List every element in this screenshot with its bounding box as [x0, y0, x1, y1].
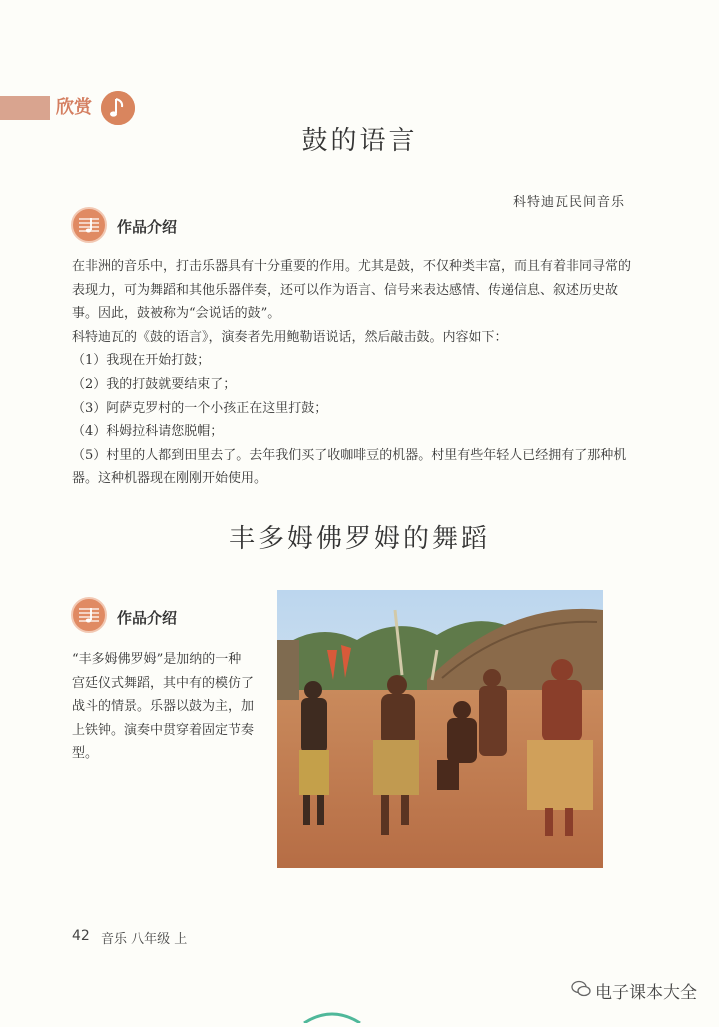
book-title: 音乐 八年级 上 [101, 932, 188, 947]
list-item: （1）我现在开始打鼓； [72, 353, 211, 369]
piece-origin: 科特迪瓦民间音乐 [512, 195, 625, 210]
paragraph: 在非洲的音乐中，打击乐器具有十分重要的作用。尤其是鼓，不仅种类丰富，而且有着非同寻常的表现力，可为舞蹈和其他乐器伴奏，还可以作为语言、信号来表达感情、传递信息、叙述历史故事。因此，鼓被称为“会说话的鼓”。 [72, 259, 632, 322]
score-icon [71, 597, 107, 633]
section-title: 丰多姆佛罗姆的舞蹈 [228, 524, 490, 554]
section-label: 欣赏 [56, 97, 92, 118]
intro-heading: 作品介绍 [117, 609, 178, 627]
page-number: 42 [72, 928, 90, 944]
section-tab [0, 96, 50, 120]
score-icon [71, 207, 107, 243]
paragraph: 科特迪瓦的《鼓的语言》，演奏者先用鲍勒语说话，然后敲击鼓。内容如下： [72, 329, 508, 345]
intro-heading: 作品介绍 [117, 218, 178, 236]
list-item: （3）阿萨克罗村的一个小孩正在这里打鼓； [72, 400, 328, 416]
page-title: 鼓的语言 [301, 126, 418, 156]
dance-description: “丰多姆佛罗姆”是加纳的一种宫廷仪式舞蹈，其中有的模仿了战斗的情景。乐器以鼓为主，加上铁钟。演奏中贯穿着固定节奏型。 [72, 652, 255, 762]
list-item: （5）村里的人都到田里去了。去年我们买了收咖啡豆的机器。村里有些年轻人已经拥有了那种机器。这种机器现在刚刚开始使用。 [72, 447, 627, 487]
decorative-arc [302, 1008, 362, 1027]
watermark-text: 电子课本大全 [595, 983, 697, 1003]
dance-photo [277, 590, 603, 868]
piece-description [72, 255, 640, 491]
list-item: （4）科姆拉科请您脱帽； [72, 424, 224, 440]
wechat-icon [571, 980, 591, 1002]
list-item: （2）我的打鼓就要结束了； [72, 376, 237, 392]
